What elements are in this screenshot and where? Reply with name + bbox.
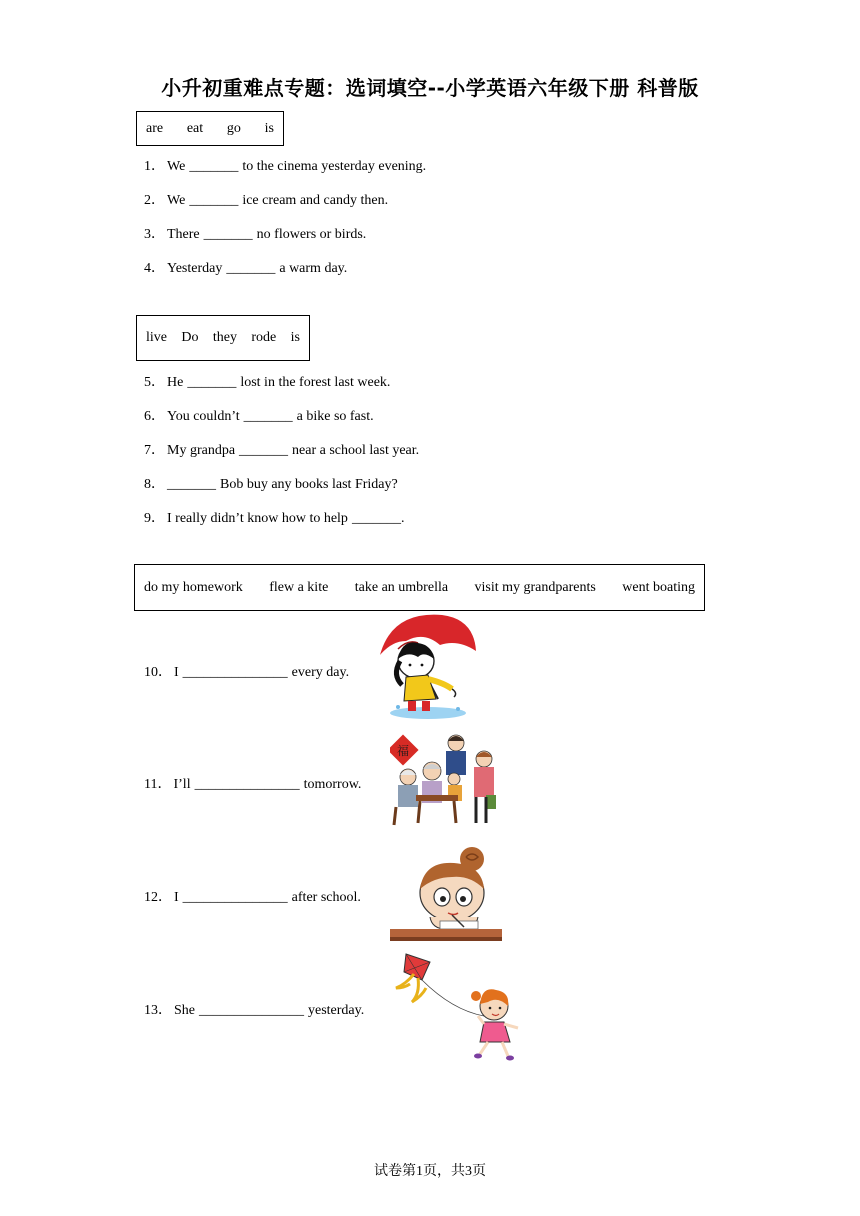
answer-blank[interactable]: _______ [203,227,253,242]
answer-blank[interactable]: _______ [187,375,237,390]
phrase-option: went boating [622,579,695,595]
answer-blank[interactable]: _______ [189,159,239,174]
word-box-1 [136,111,284,146]
question-3: 3． There _______ no flowers or birds. [144,227,367,242]
question-1: 1． We _______ to the cinema yesterday evening. [144,159,427,174]
page-footer: 试卷第1页，共3页 [374,1164,486,1179]
word-option: live [146,330,167,345]
question-12: 12． I _______________ after school. [144,890,361,905]
word-option: they [212,330,237,345]
grandparents-family-illustration [390,731,502,829]
phrase-option: visit my grandparents [474,579,596,595]
word-option: rode [251,330,277,345]
answer-blank[interactable]: _______ [351,511,401,526]
question-2: 2． We _______ ice cream and candy then. [144,193,389,208]
word-option: go [226,120,241,136]
answer-blank[interactable]: _______________ [182,665,288,680]
answer-blank[interactable]: _______ [167,477,216,492]
answer-blank[interactable]: _______ [243,409,293,424]
word-box-2 [136,315,310,361]
question-13: 13． She _______________ yesterday. [144,1003,365,1018]
question-9: 9． I really didn’t know how to help _______. [144,511,405,526]
page-title: 小升初重难点专题：选词填空--小学英语六年级下册 科普版 [161,76,699,100]
word-option: is [290,330,300,345]
word-box-3 [134,564,705,611]
phrase-option: do my homework [144,579,243,595]
answer-blank[interactable]: _______ [189,193,239,208]
question-7: 7． My grandpa _______ near a school last year. [144,443,420,458]
word-option: Do [181,330,199,345]
homework-girl-illustration [390,843,502,943]
answer-blank[interactable]: _______________ [182,890,288,905]
answer-blank[interactable]: _______________ [199,1003,304,1018]
answer-blank[interactable]: _______ [239,443,289,458]
word-option: is [264,120,274,136]
fu-character: 福 [396,744,410,758]
kite-girl-illustration [392,950,524,1062]
question-10: 10． I _______________ every day. [144,665,350,680]
question-6: 6． You couldn’t _______ a bike so fast. [144,409,374,424]
question-4: 4． Yesterday _______ a warm day. [144,261,348,276]
question-11: 11． I’ll _______________ tomorrow. [144,777,362,792]
word-option: are [146,120,164,136]
word-option: eat [186,120,204,136]
phrase-option: flew a kite [269,579,329,595]
question-8: 8． _______ Bob buy any books last Friday? [144,477,398,492]
answer-blank[interactable]: _______ [226,261,276,276]
umbrella-girl-illustration [378,609,478,721]
answer-blank[interactable]: _______________ [194,777,300,792]
question-5: 5． He _______ lost in the forest last week. [144,375,391,390]
phrase-option: take an umbrella [354,579,449,595]
